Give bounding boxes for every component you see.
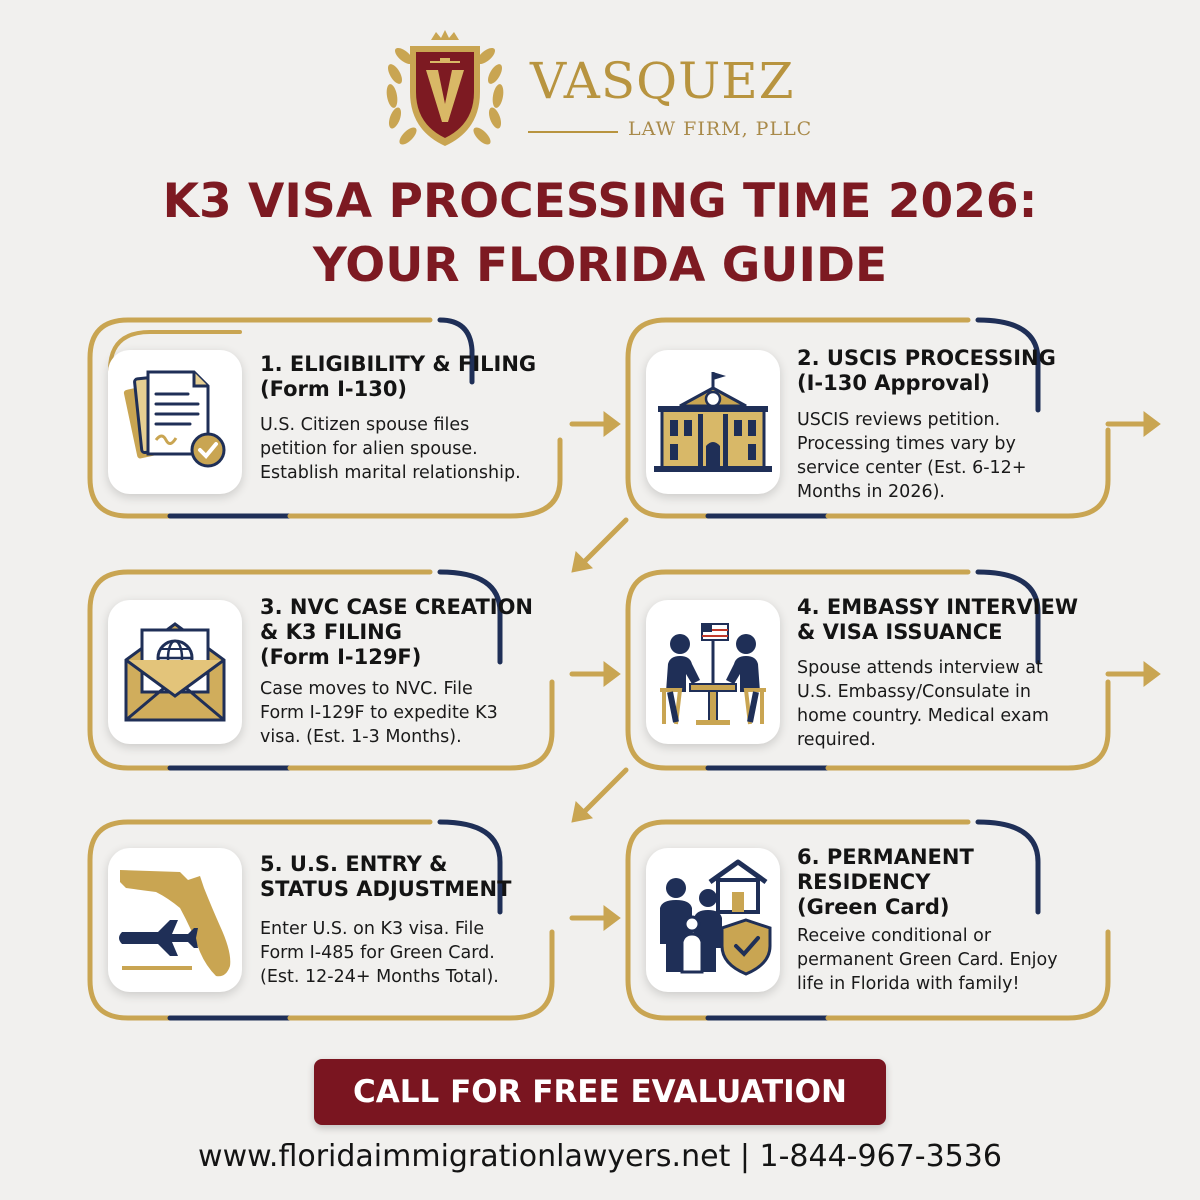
step5-body: Enter U.S. on K3 visa. File Form I-485 for Green Card. (Est. 12-24+ Months Total).	[260, 919, 499, 987]
step1-body: U.S. Citizen spouse files petition for alien spouse. Establish marital relationship.	[260, 415, 521, 483]
step6-body: Receive conditional or permanent Green Card. Enjoy life in Florida with family!	[797, 926, 1058, 994]
step6-title: 6. PERMANENT RESIDENCY (Green Card)	[797, 845, 974, 919]
brand-name: VASQUEZ	[530, 52, 795, 110]
step1-icon-card	[108, 350, 242, 494]
step2-icon-card	[646, 350, 780, 494]
page-title-line1: K3 VISA PROCESSING TIME 2026:	[162, 174, 1038, 229]
envelope-globe-icon	[108, 600, 242, 744]
step3-title: 3. NVC CASE CREATION & K3 FILING (Form I-129F)	[260, 595, 534, 669]
brand-subtitle: LAW FIRM, PLLC	[628, 118, 813, 140]
step3-icon-card	[108, 600, 242, 744]
step5-title: 5. U.S. ENTRY & STATUS ADJUSTMENT	[260, 852, 512, 901]
step3-body: Case moves to NVC. File Form I-129F to expedite K3 visa. (Est. 1-3 Months).	[260, 679, 498, 747]
contact-line[interactable]: www.floridaimmigrationlawyers.net | 1-844-967-3536	[198, 1139, 1002, 1174]
documents-check-icon	[108, 350, 242, 494]
step2-title: 2. USCIS PROCESSING (I-130 Approval)	[797, 346, 1056, 395]
interview-icon	[646, 600, 780, 744]
page-title-line2: YOUR FLORIDA GUIDE	[312, 238, 888, 293]
free-evaluation-button[interactable]: CALL FOR FREE EVALUATION	[314, 1059, 886, 1125]
step5-icon-card	[108, 848, 242, 992]
step6-icon-card	[646, 848, 780, 992]
step2-body: USCIS reviews petition. Processing times vary by service center (Est. 6-12+ Months in 2026).	[797, 410, 1027, 502]
brand-divider	[528, 131, 618, 133]
step1-title: 1. ELIGIBILITY & FILING (Form I-130)	[260, 352, 537, 401]
step4-title: 4. EMBASSY INTERVIEW & VISA ISSUANCE	[797, 595, 1079, 644]
government-building-icon	[646, 350, 780, 494]
family-home-shield-icon	[646, 848, 780, 992]
florida-airplane-icon	[108, 848, 242, 992]
step4-body: Spouse attends interview at U.S. Embassy/Consulate in home country. Medical exam required.	[797, 658, 1049, 750]
step4-icon-card	[646, 600, 780, 744]
